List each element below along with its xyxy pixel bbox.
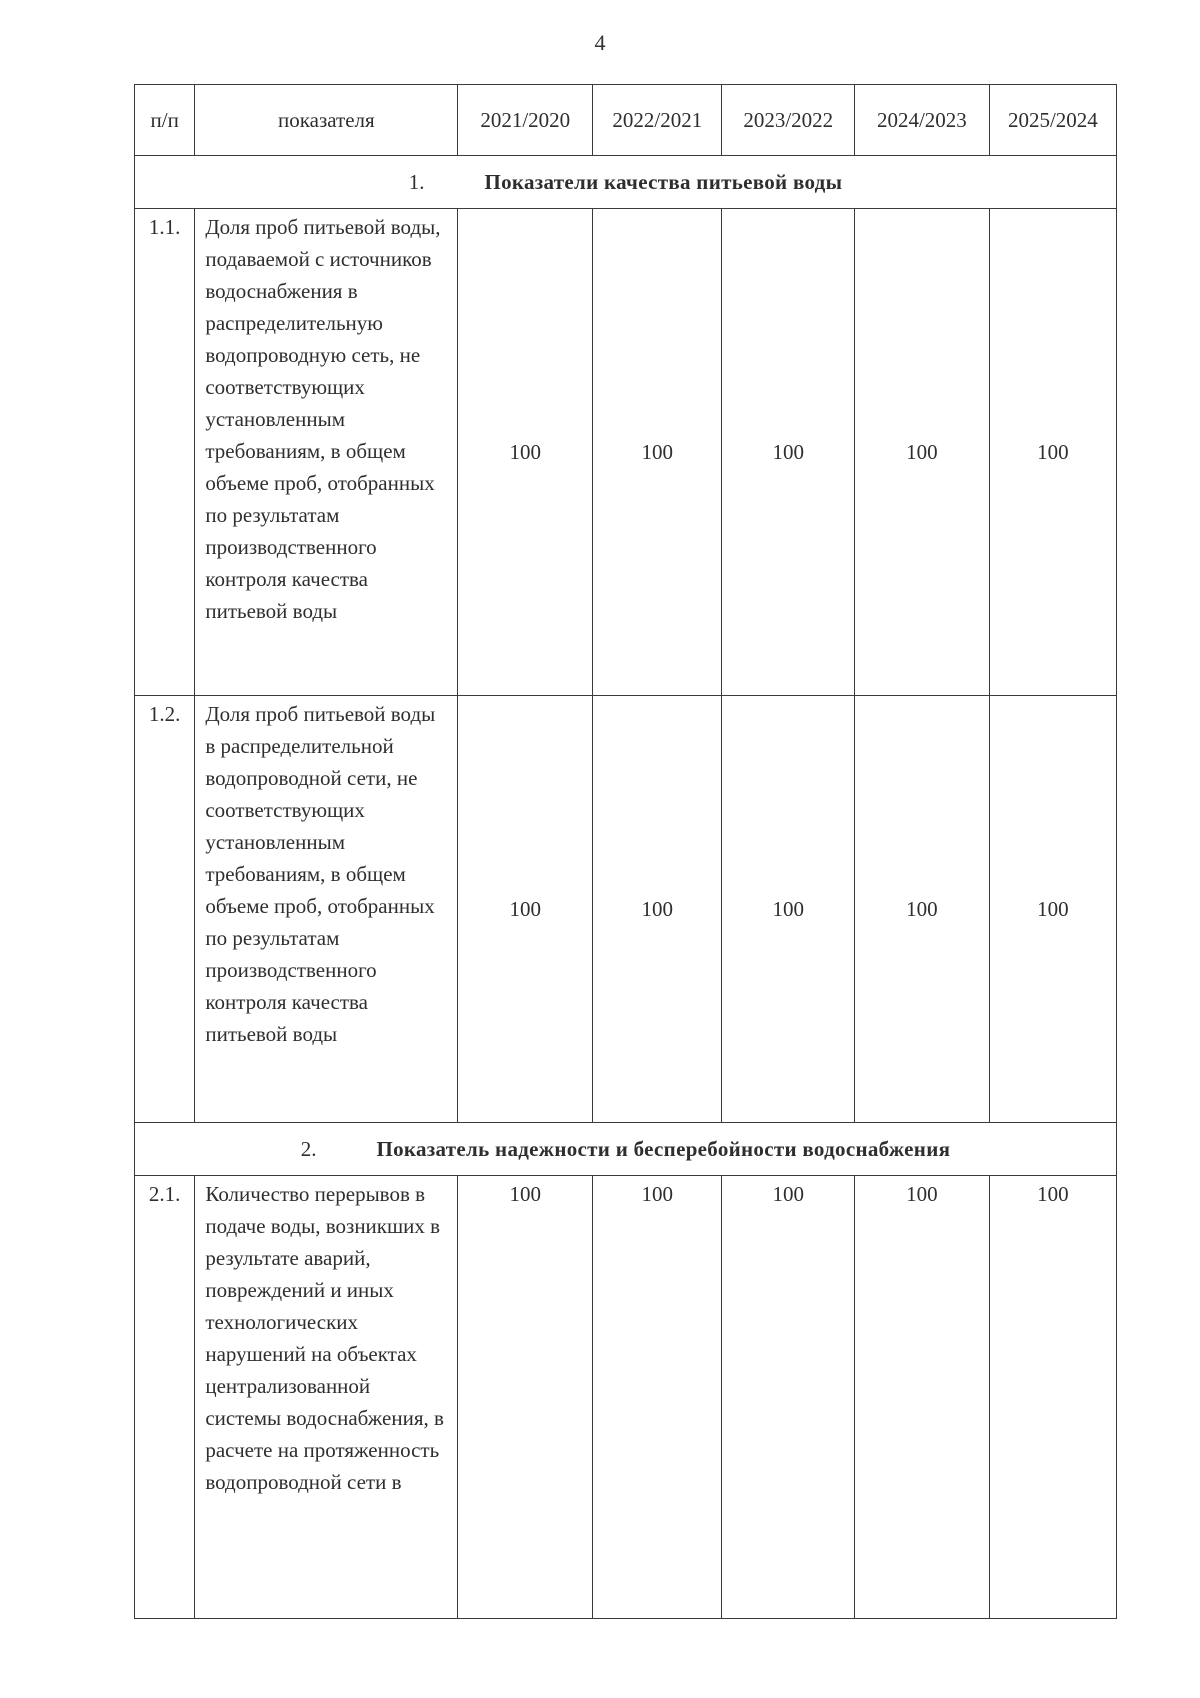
section-heading [135, 1123, 1117, 1176]
header-cell-year: 2022/2021 [593, 85, 722, 156]
header-cell-year: 2025/2024 [989, 85, 1116, 156]
row-value: 100 [458, 209, 593, 696]
row-number: 1.1. [135, 209, 195, 696]
header-cell-year: 2023/2022 [722, 85, 855, 156]
section-heading [135, 156, 1117, 209]
row-value: 100 [989, 1176, 1116, 1619]
row-value: 100 [458, 1176, 593, 1619]
row-value: 100 [989, 209, 1116, 696]
row-value: 100 [722, 696, 855, 1123]
table-row [135, 696, 1117, 1123]
section-row [135, 156, 1117, 209]
header-cell-year: 2024/2023 [855, 85, 990, 156]
section-row [135, 1123, 1117, 1176]
row-value: 100 [989, 696, 1116, 1123]
row-value: 100 [855, 696, 990, 1123]
row-value: 100 [722, 1176, 855, 1619]
header-cell-number: п/п [135, 85, 195, 156]
section-title: Показатель надежности и бесперебойности водоснабжения [376, 1137, 951, 1161]
row-value: 100 [593, 1176, 722, 1619]
row-description: Доля проб питьевой воды в распределительной водопроводной сети, не соответствующих установленным требованиям, в общем объеме проб, отобранных по результатам производственного контроля качества питьевой воды [195, 696, 458, 1123]
section-title: Показатели качества питьевой воды [484, 170, 843, 194]
section-number: 1. [408, 170, 425, 194]
header-cell-year: 2021/2020 [458, 85, 593, 156]
row-value: 100 [855, 209, 990, 696]
row-description: Доля проб питьевой воды, подаваемой с источников водоснабжения в распределительную водопроводную сеть, не соответствующих установленным требованиям, в общем объеме проб, отобранных по результатам производственного контроля качества питьевой воды [195, 209, 458, 696]
row-number: 2.1. [135, 1176, 195, 1619]
header-cell-indicator: показателя [195, 85, 458, 156]
row-description: Количество перерывов в подаче воды, возникших в результате аварий, повреждений и иных технологических нарушений на объектах централизованной системы водоснабжения, в расчете на протяженность водопроводной сети в [195, 1176, 458, 1619]
row-number: 1.2. [135, 696, 195, 1123]
table-header-row [135, 85, 1117, 156]
row-value: 100 [722, 209, 855, 696]
table-row [135, 209, 1117, 696]
table-row [135, 1176, 1117, 1619]
row-value: 100 [593, 209, 722, 696]
page-number: 4 [594, 30, 606, 55]
row-value: 100 [855, 1176, 990, 1619]
indicators-table [134, 84, 1117, 1619]
row-value: 100 [458, 696, 593, 1123]
row-value: 100 [593, 696, 722, 1123]
section-number: 2. [300, 1137, 317, 1161]
